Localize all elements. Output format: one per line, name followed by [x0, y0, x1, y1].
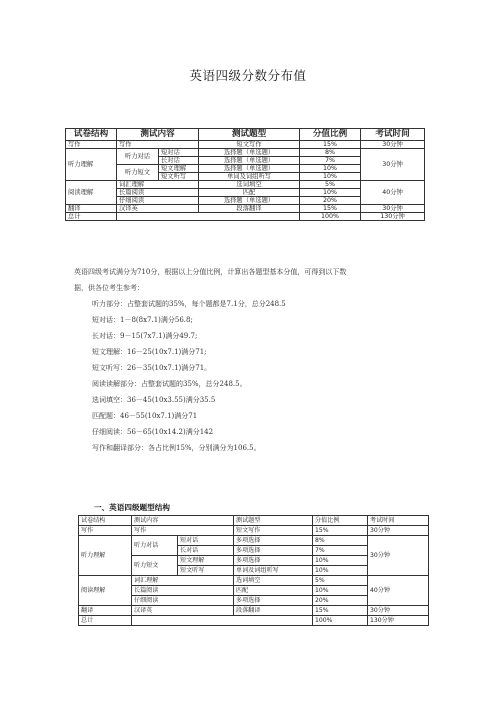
sub-cell: 短对话: [178, 536, 234, 546]
time-cell: 130分钟: [361, 213, 425, 221]
type-cell: 选择题（单选题）: [199, 149, 300, 157]
content-cell: 写作: [132, 526, 234, 536]
section-cell: 写作: [79, 526, 132, 536]
section-cell: 写作: [66, 141, 117, 149]
empty-cell: [132, 616, 313, 626]
total-label-cell: 总计: [66, 213, 117, 221]
time-cell: 30分钟: [368, 526, 429, 536]
ratio-cell: 7%: [300, 157, 361, 165]
time-cell: 30分钟: [368, 536, 429, 576]
content-cell: 词汇理解: [132, 576, 234, 586]
sub-cell: 短文听写: [178, 566, 234, 576]
ratio-cell: 15%: [300, 205, 361, 213]
content-cell: 仔细阅读: [117, 197, 199, 205]
sub-cell: 长对话: [178, 546, 234, 556]
type-cell: 段落翻译: [199, 205, 300, 213]
time-cell: 30分钟: [361, 141, 425, 149]
table-row: [79, 536, 429, 546]
type-cell: 短文写作: [199, 141, 300, 149]
ratio-cell: 15%: [313, 526, 368, 536]
score-table-1: [65, 128, 425, 221]
type-cell: 多项选择: [234, 596, 313, 606]
ratio-cell: 10%: [313, 586, 368, 596]
ratio-cell: 5%: [300, 181, 361, 189]
ratio-cell: 100%: [313, 616, 368, 626]
empty-cell: [117, 213, 300, 221]
type-cell: 选择题（单选题）: [199, 157, 300, 165]
ratio-cell: 10%: [300, 189, 361, 197]
table-header-row: [79, 516, 429, 526]
table-row: [66, 181, 425, 189]
time-cell: 130分钟: [368, 616, 429, 626]
paragraph-line: 长对话：9－15(7x7.1)满分49.7;: [92, 332, 198, 340]
table-row: [66, 141, 425, 149]
table-row: [79, 576, 429, 586]
type-cell: 多项选择: [234, 556, 313, 566]
type-cell: 匹配: [234, 586, 313, 596]
type-cell: 选择题（单选题）: [199, 165, 300, 173]
section-cell: 翻译: [66, 205, 117, 213]
ratio-cell: 20%: [300, 197, 361, 205]
time-cell: 30分钟: [368, 606, 429, 616]
paragraph-line: 听力部分：占整套试题的35%，每个题都是7.1分，总分248.5: [92, 300, 286, 308]
ratio-cell: 7%: [313, 546, 368, 556]
ratio-cell: 15%: [300, 141, 361, 149]
type-cell: 选词填空: [199, 181, 300, 189]
header-cell: 测试题型: [199, 129, 300, 141]
table-row: [66, 213, 425, 221]
total-label-cell: 总计: [79, 616, 132, 626]
page-title: 英语四级分数分布值: [189, 68, 307, 83]
time-cell: 30分钟: [361, 149, 425, 181]
type-cell: 选择题（单选题）: [199, 197, 300, 205]
ratio-cell: 5%: [313, 576, 368, 586]
content-cell: 听力对话: [117, 149, 159, 165]
header-cell: 试卷结构: [66, 129, 117, 141]
sub-cell: 短文理解: [159, 165, 199, 173]
time-cell: 40分钟: [368, 576, 429, 606]
header-cell: 测试内容: [117, 129, 199, 141]
table-row: [66, 149, 425, 157]
paragraph-line: 短文理解：16－25(10x7.1)满分71;: [92, 348, 207, 356]
section-cell: 听力理解: [66, 149, 117, 181]
table-row: [79, 606, 429, 616]
header-cell: 考试时间: [368, 516, 429, 526]
sub-cell: 长对话: [159, 157, 199, 165]
ratio-cell: 15%: [313, 606, 368, 616]
content-cell: 长篇阅读: [117, 189, 199, 197]
header-cell: 测试内容: [132, 516, 234, 526]
header-cell: 测试题型: [234, 516, 313, 526]
ratio-cell: 10%: [313, 556, 368, 566]
table-row: [79, 526, 429, 536]
ratio-cell: 100%: [300, 213, 361, 221]
ratio-cell: 10%: [300, 165, 361, 173]
content-cell: 听力对话: [132, 536, 178, 556]
content-cell: 听力短文: [132, 556, 178, 576]
paragraph-line: 英语四级考试满分为710分，根据以上分值比例，计算出各题型基本分值，可得到以下数: [74, 268, 347, 276]
content-cell: 汉译英: [132, 606, 234, 616]
ratio-cell: 8%: [300, 149, 361, 157]
section-heading: 一、英语四级题型结构: [94, 503, 170, 512]
type-cell: 多项选择: [234, 536, 313, 546]
paragraph-line: 据，供各位考生参考：: [74, 284, 144, 292]
section-cell: 阅读理解: [79, 576, 132, 606]
paragraph-line: 短文听写：26－35(10x7.1)满分71。: [92, 364, 212, 372]
content-cell: 长篇阅读: [132, 586, 234, 596]
score-table-2: [78, 515, 429, 626]
table-row: [79, 616, 429, 626]
section-cell: 翻译: [79, 606, 132, 616]
header-cell: 考试时间: [361, 129, 425, 141]
paragraph-line: 写作和翻译部分：各占比例15%，分别满分为106.5。: [92, 444, 261, 452]
ratio-cell: 10%: [300, 173, 361, 181]
type-cell: 单词及词组听写: [199, 173, 300, 181]
ratio-cell: 8%: [313, 536, 368, 546]
ratio-cell: 20%: [313, 596, 368, 606]
sub-cell: 短文理解: [178, 556, 234, 566]
table-header-row: [66, 129, 425, 141]
header-cell: 分值比例: [300, 129, 361, 141]
type-cell: 选词填空: [234, 576, 313, 586]
paragraph-line: 阅读读解部分：占整套试题的35%，总分248.5。: [92, 380, 247, 388]
paragraph-line: 匹配题：46－55(10x7.1)满分71: [92, 412, 198, 420]
header-cell: 分值比例: [313, 516, 368, 526]
type-cell: 段落翻译: [234, 606, 313, 616]
type-cell: 多项选择: [234, 546, 313, 556]
time-cell: 40分钟: [361, 181, 425, 205]
ratio-cell: 10%: [313, 566, 368, 576]
content-cell: 汉译英: [117, 205, 199, 213]
type-cell: 单词及词组听写: [234, 566, 313, 576]
section-cell: 阅读理解: [66, 181, 117, 205]
sub-cell: 短对话: [159, 149, 199, 157]
paragraph-line: 选词填空：36－45(10x3.55)满分35.5: [92, 396, 216, 404]
content-cell: 词汇理解: [117, 181, 199, 189]
table-row: [66, 205, 425, 213]
content-cell: 仔细阅读: [132, 596, 234, 606]
header-cell: 试卷结构: [79, 516, 132, 526]
section-cell: 听力理解: [79, 536, 132, 576]
content-cell: 写作: [117, 141, 199, 149]
paragraph-line: 短对话：1－8(8x7.1)满分56.8;: [92, 316, 193, 324]
time-cell: 30分钟: [361, 205, 425, 213]
type-cell: 短文写作: [234, 526, 313, 536]
paragraph-line: 仔细阅读：56－65(10x14.2)满分142: [92, 428, 214, 436]
sub-cell: 短文听写: [159, 173, 199, 181]
content-cell: 听力短文: [117, 165, 159, 181]
type-cell: 匹配: [199, 189, 300, 197]
